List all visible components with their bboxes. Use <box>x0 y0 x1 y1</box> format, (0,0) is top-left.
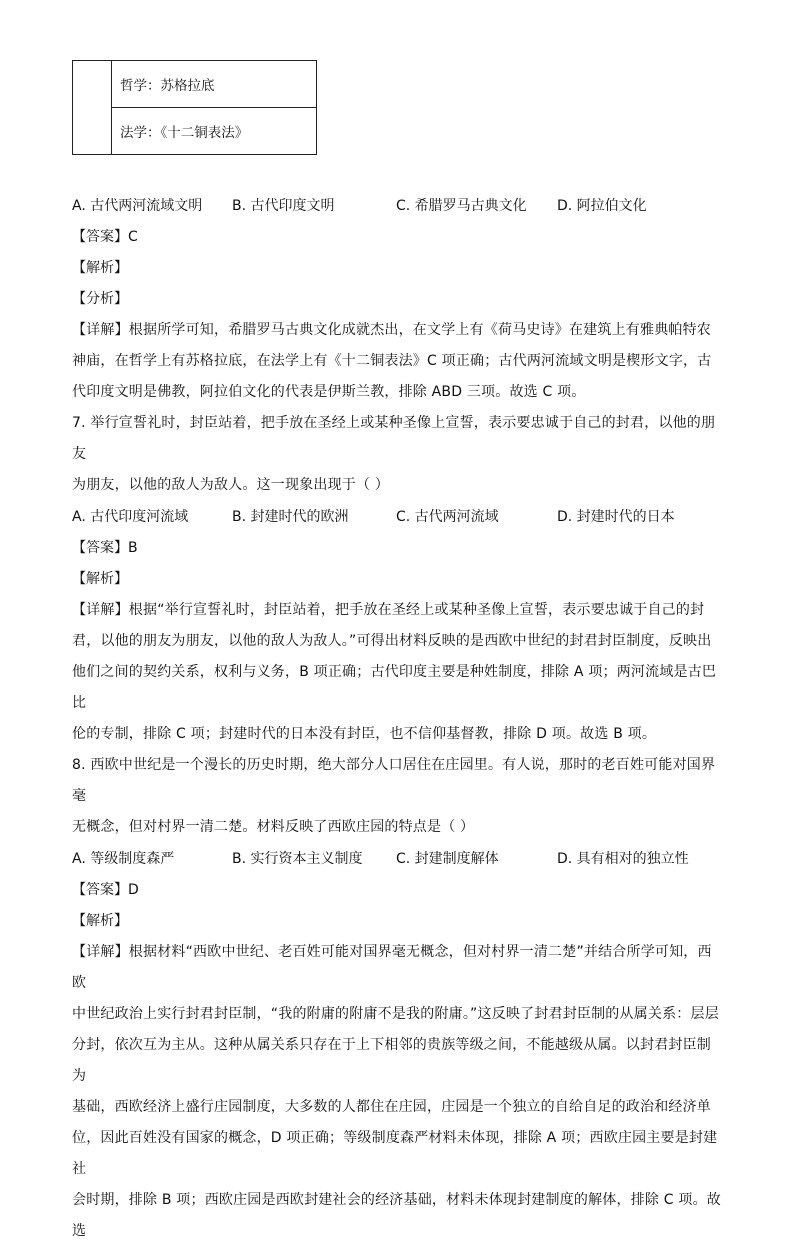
table-cell: 哲学：苏格拉底 <box>112 61 317 108</box>
q8-option-b: B. 实行资本主义制度 <box>232 851 363 867</box>
q6-option-a: A. 古代两河流域文明 <box>72 198 203 214</box>
q7-stem <box>72 408 722 501</box>
q7-stem-line: 为朋友，以他的敌人为敌人。这一现象出现于（ ） <box>72 477 390 493</box>
q8-answer: 【答案】D <box>72 882 139 898</box>
q7-detail-line: 他们之间的契约关系，权利与义务，B 项正确；古代印度主要是种姓制度，排除 A 项；两河流域是古巴比 <box>72 664 717 711</box>
fragment-table <box>72 60 317 155</box>
q6-option-c: C. 希腊罗马古典文化 <box>396 198 527 214</box>
q8-option-d: D. 具有相对的独立性 <box>557 851 689 867</box>
q7-detail-line: 【详解】根据“举行宣誓礼时，封臣站着，把手放在圣经上或某种圣像上宣誓，表示要忠诚于自己的封 <box>72 602 705 618</box>
q7-detail <box>72 595 722 750</box>
q8-detail-line: 位，因此百姓没有国家的概念，D 项正确；等级制度森严材料未体现，排除 A 项；西欧庄园主要是封建社 <box>72 1130 718 1177</box>
q8-option-c: C. 封建制度解体 <box>396 851 499 867</box>
q6-option-b: B. 古代印度文明 <box>232 198 335 214</box>
q6-fenxi-label: 【分析】 <box>72 291 128 307</box>
q8-options <box>72 849 722 869</box>
q8-detail-line: 基础，西欧经济上盛行庄园制度，大多数的人都住在庄园，庄园是一个独立的自给自足的政治和经济单 <box>72 1099 711 1115</box>
q7-detail-line: 君，以他的朋友为朋友，以他的敌人为敌人。”可得出材料反映的是西欧中世纪的封君封臣制度，反映出 <box>72 633 712 649</box>
q8-stem-line: 无概念，但对村界一清二楚。材料反映了西欧庄园的特点是（ ） <box>72 819 475 835</box>
document-page <box>72 60 722 1247</box>
q7-option-b: B. 封建时代的欧洲 <box>232 509 349 525</box>
q8-detail-line: 中世纪政治上实行封君封臣制，“我的附庸的附庸不是我的附庸。”这反映了封君封臣制的从属关系：层层 <box>72 1006 719 1022</box>
q7-options <box>72 507 722 527</box>
q8-detail-line: 分封，依次互为主从。这种从属关系只存在于上下相邻的贵族等级之间，不能越级从属。以封君封臣制为 <box>72 1037 711 1084</box>
q7-option-a: A. 古代印度河流域 <box>72 509 189 525</box>
q6-answer: 【答案】C <box>72 229 138 245</box>
q7-stem-line: 7. 举行宣誓礼时，封臣站着，把手放在圣经上或某种圣像上宣誓，表示要忠诚于自己的封君，以他的朋友 <box>72 415 716 462</box>
q8-detail-line: 【详解】根据材料“西欧中世纪、老百姓可能对国界毫无概念，但对村界一清二楚”并结合所学可知，西欧 <box>72 944 712 991</box>
q6-detail-line: 【详解】根据所学可知，希腊罗马古典文化成就杰出，在文学上有《荷马史诗》在建筑上有雅典帕特农 <box>72 322 711 338</box>
q6-detail-line: 神庙，在哲学上有苏格拉底，在法学上有《十二铜表法》C 项正确；古代两河流域文明是楔形文字，古 <box>72 353 712 369</box>
q6-options <box>72 196 722 216</box>
q8-detail-line: 会时期，排除 B 项；西欧庄园是西欧封建社会的经济基础，材料未体现封建制度的解体，排除 C 项。故选 <box>72 1192 721 1239</box>
q7-answer: 【答案】B <box>72 540 138 556</box>
q8-analysis-label: 【解析】 <box>72 913 128 929</box>
q8-stem-line: 8. 西欧中世纪是一个漫长的历史时期，绝大部分人口居住在庄园里。有人说，那时的老百姓可能对国界毫 <box>72 757 716 804</box>
q6-detail-line: 代印度文明是佛教，阿拉伯文化的代表是伊斯兰教，排除 ABD 三项。故选 C 项。 <box>72 384 586 400</box>
q8-detail <box>72 937 722 1247</box>
q8-stem <box>72 750 722 843</box>
q7-detail-line: 伦的专制，排除 C 项；封建时代的日本没有封臣，也不信仰基督教，排除 D 项。故选 B 项。 <box>72 726 657 742</box>
q6-analysis-label: 【解析】 <box>72 260 128 276</box>
table-row <box>73 61 317 108</box>
q7-option-d: D. 封建时代的日本 <box>557 509 675 525</box>
table-blank-cell <box>73 61 112 155</box>
q8-option-a: A. 等级制度森严 <box>72 851 175 867</box>
q6-detail <box>72 315 722 408</box>
q7-analysis-label: 【解析】 <box>72 571 128 587</box>
q6-option-d: D. 阿拉伯文化 <box>557 198 647 214</box>
q7-option-c: C. 古代两河流域 <box>396 509 499 525</box>
table-cell: 法学：《十二铜表法》 <box>112 108 317 155</box>
